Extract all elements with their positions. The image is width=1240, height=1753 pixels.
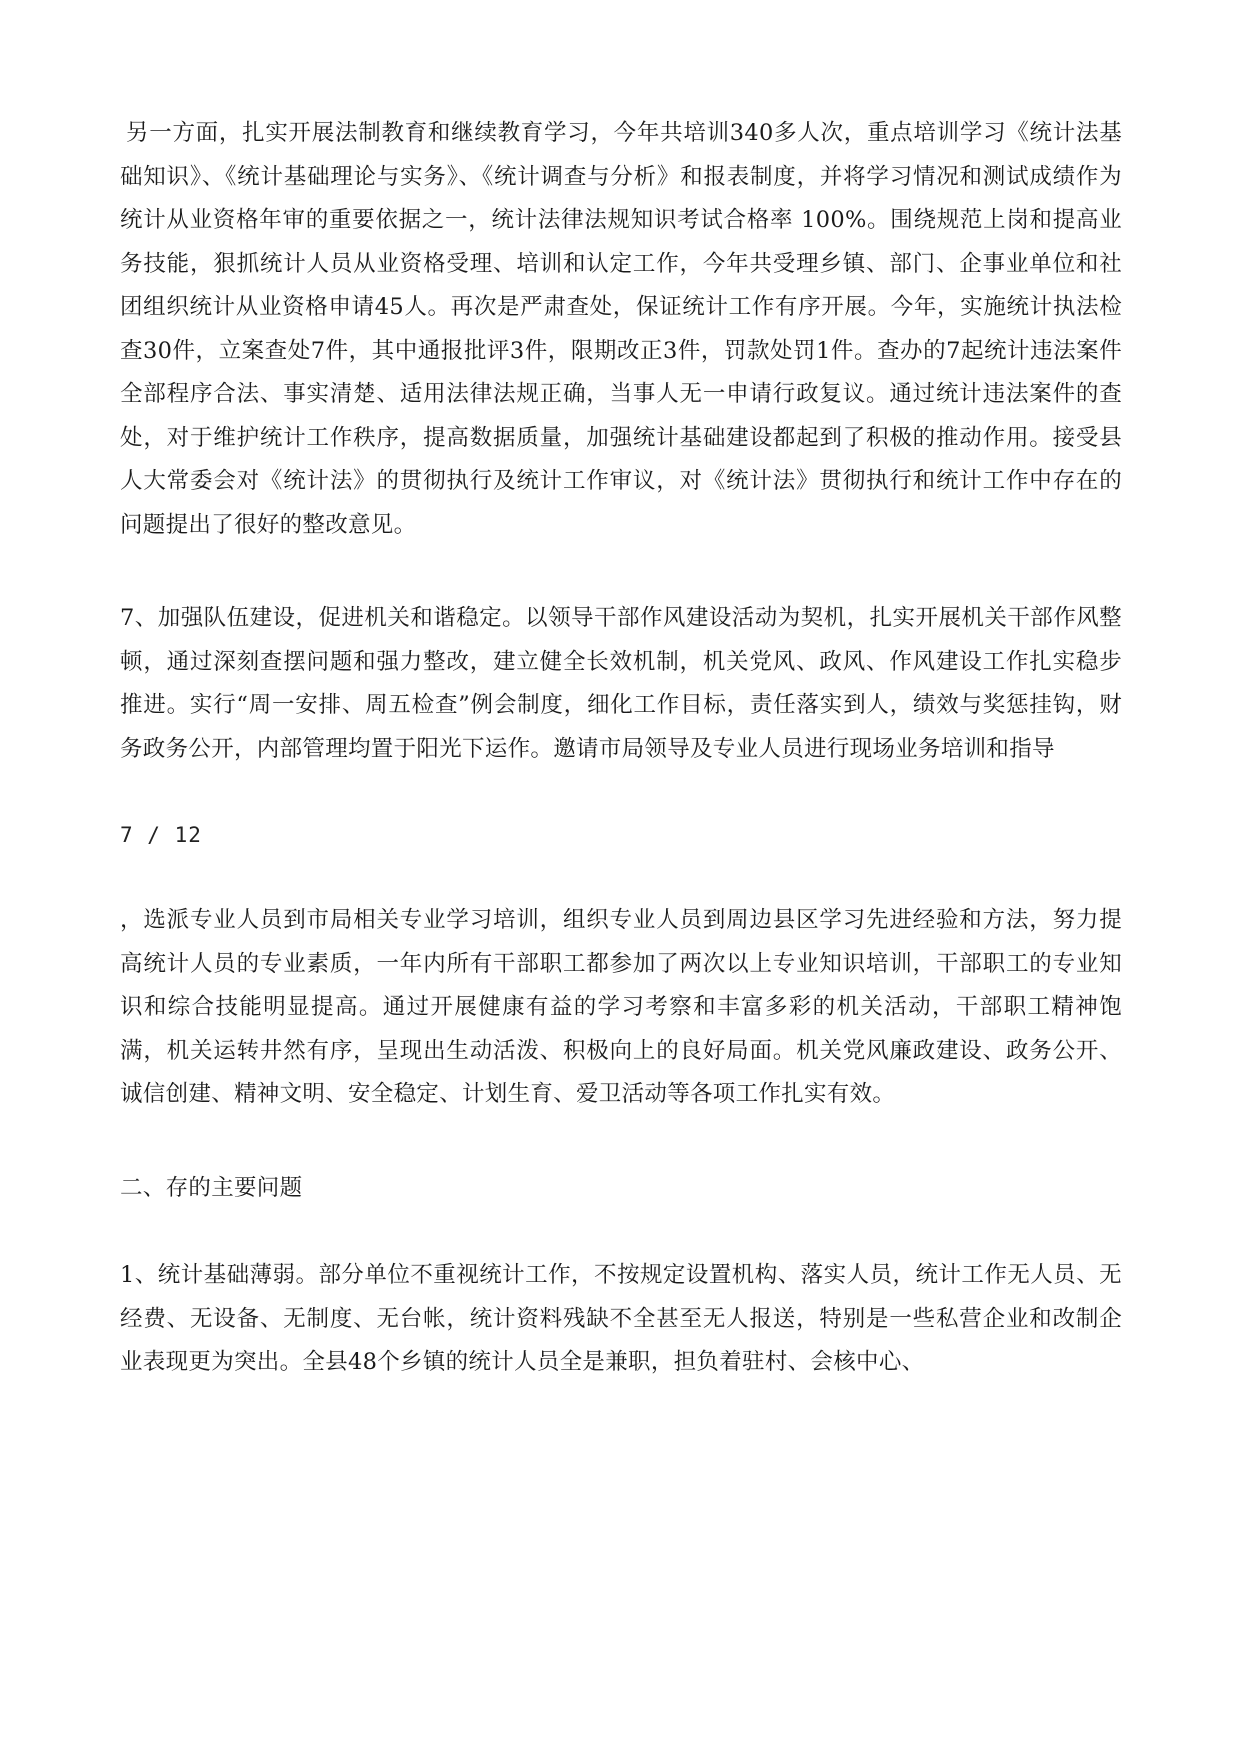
paragraph-gap xyxy=(120,547,1122,597)
section-heading: 二、存的主要问题 xyxy=(120,1174,303,1201)
paragraph-legal-education: 另一方面，扎实开展法制教育和继续教育学习，今年共培训340多人次，重点培训学习《统计法基础知识》、《统计基础理论与实务》、《统计调查与分析》和报表制度，并将学习情况和测试成绩作为统计从业资格年审的重要依据之一，统计法律法规知识考试合格率 100%。围绕规范上岗和提高业务技能，狠抓统计人员从业资格受理、培训和认定工作，今年共受理乡镇、部门、企事业单位和社团组织统计从业资格申请45人。再次是严肃查处，保证统计工作有序开展。今年，实施统计执法检查30件，立案查处7件，其中通报批评3件，限期改正3件，罚款处罚1件。查办的7起统计违法案件全部程序合法、事实清楚、适用法律法规正确，当事人无一申请行政复议。通过统计违法案件的查处，对于维护统计工作秩序，提高数据质量，加强统计基础建设都起到了积极的推动作用。接受县人大常委会对《统计法》的贯彻执行及统计工作审议，对《统计法》贯彻执行和统计工作中存在的问题提出了很好的整改意见。 xyxy=(120,120,1122,538)
page-number: 7 / 12 xyxy=(120,823,202,847)
paragraph-gap xyxy=(120,855,1122,899)
paragraph-gap xyxy=(120,771,1122,815)
paragraph-statistical-foundation: 1、统计基础薄弱。部分单位不重视统计工作，不按规定设置机构、落实人员，统计工作无人员、无经费、无设备、无制度、无台帐，统计资料残缺不全甚至无人报送，特别是一些私营企业和改制企业表现更为突出。全县48个乡镇的统计人员全是兼职，担负着驻村、会核中心、 xyxy=(120,1262,1122,1375)
paragraph-training-continued: ，选派专业人员到市局相关专业学习培训，组织专业人员到周边县区学习先进经验和方法，努力提高统计人员的专业素质，一年内所有干部职工都参加了两次以上专业知识培训，干部职工的专业知识和综合技能明显提高。通过开展健康有益的学习考察和丰富多彩的机关活动，干部职工精神饱满，机关运转井然有序，呈现出生动活泼、积极向上的良好局面。机关党风廉政建设、政务公开、诚信创建、精神文明、安全稳定、计划生育、爱卫活动等各项工作扎实有效。 xyxy=(120,907,1122,1107)
paragraph-gap xyxy=(120,1117,1122,1167)
paragraph-gap xyxy=(120,1210,1122,1254)
paragraph-team-building: 7、加强队伍建设，促进机关和谐稳定。以领导干部作风建设活动为契机，扎实开展机关干部作风整顿，通过深刻查摆问题和强力整改，建立健全长效机制，机关党风、政风、作风建设工作扎实稳步推进。实行“周一安排、周五检查”例会制度，细化工作目标，责任落实到人，绩效与奖惩挂钩，财务政务公开，内部管理均置于阳光下运作。邀请市局领导及专业人员进行现场业务培训和指导 xyxy=(120,605,1122,762)
